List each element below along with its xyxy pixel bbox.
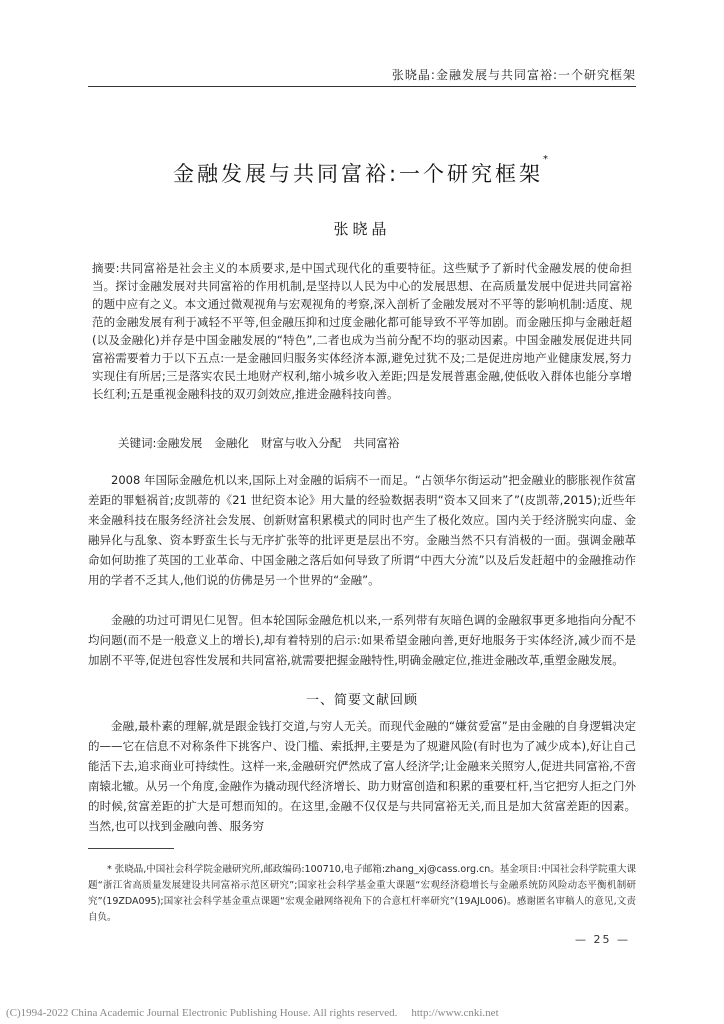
footnote: * 张晓晶,中国社会科学院金融研究所,邮政编码:100710,电子邮箱:zhang_xj@cass.org.cn。基金项目:中国社会科学院重大课题“浙江省高质量发展建设共同富裕示范区研究”;国家社会科学基金重大课题“宏观经济稳增长与金融系统防风险动态平衡机制研究”(19ZDA095);国家社会科学基金重点课题“宏观金融网络视角下的合意杠杆率研究”(19AJL006)。感谢匿名审稿人的意见,文责自负。 xyxy=(88,864,636,923)
footnote-rule xyxy=(88,848,174,849)
page-number: — 25 — xyxy=(575,933,630,946)
abstract-text: 共同富裕是社会主义的本质要求,是中国式现代化的重要特征。这些赋予了新时代金融发展的使命担当。探讨金融发展对共同富裕的作用机制,是坚持以人民为中心的发展思想、在高质量发展中促进共同富裕的题中应有之义。本文通过微观视角与宏观视角的考察,深入剖析了金融发展对不平等的影响机制:适度、规范的金融发展有利于减轻不平等,但金融压抑和过度金融化都可能导致不平等加剧。而金融压抑与金融赶超(以及金融化)并存是中国金融发展的“特色”,二者也成为当前分配不均的驱动因素。中国金融发展促进共同富裕需要着力于以下五点:一是金融回归服务实体经济本源,避免过犹不及;二是促进房地产业健康发展,努力实现住有所居;三是落实农民土地财产权利,缩小城乡收入差距;四是发展普惠金融,使低收入群体也能分享增长红利;五是重视金融科技的双刃剑效应,推进金融科技向善。 xyxy=(92,261,632,401)
abstract-label: 摘要: xyxy=(92,261,120,275)
article-title xyxy=(0,154,724,188)
cnki-link[interactable]: http://www.cnki.net xyxy=(411,1007,499,1019)
keywords-label: 关键词: xyxy=(118,436,157,450)
keyword-item: 金融化 xyxy=(214,436,249,450)
keyword-item: 财富与收入分配 xyxy=(260,436,342,450)
body-paragraph-3: 金融,最朴素的理解,就是跟金钱打交道,与穷人无关。而现代金融的“嫌贫爱富”是由金融的自身逻辑决定的——它在信息不对称条件下挑客户、设门槛、索抵押,主要是为了规避风险(有时也为了减少成本),好让自己能活下去,追求商业可持续性。这样一来,金融研究俨然成了富人经济学;让金融来关照穷人,促进共同富裕,不啻南辕北辙。从另一个角度,金融作为撬动现代经济增长、助力财富创造和积累的重要杠杆,当它把穷人拒之门外的时候,贫富差距的扩大是可想而知的。在这里,金融不仅仅是与共同富裕无关,而且是加大贫富差距的因素。当然,也可以找到金融向善、服务穷 xyxy=(88,719,636,833)
body-paragraph-2: 金融的功过可谓见仁见智。但本轮国际金融危机以来,一系列带有灰暗色调的金融叙事更多地指向分配不均问题(而不是一般意义上的增长),却有着特别的启示:如果希望金融向善,更好地服务于实体经济,减少而不是加剧不平等,促进包容性发展和共同富裕,就需要把握金融特性,明确金融定位,推进金融改革,重塑金融发展。 xyxy=(88,613,636,667)
running-head: 张晓晶:金融发展与共同富裕:一个研究框架 xyxy=(391,68,636,82)
section-heading: 一、简要文献回顾 xyxy=(305,693,418,708)
abstract xyxy=(92,259,632,403)
title-footnote-mark: * xyxy=(543,154,552,165)
author-name: 张晓晶 xyxy=(333,220,391,238)
keywords xyxy=(118,434,632,452)
header-rule xyxy=(88,86,636,87)
body-paragraph-1: 2008 年国际金融危机以来,国际上对金融的诟病不一而足。“占领华尔街运动”把金融业的膨胀视作贫富差距的罪魁祸首;皮凯蒂的《21 世纪资本论》用大量的经验数据表明“资本又回来了”(皮凯蒂,2015);近些年来金融科技在服务经济社会发展、创新财富积累模式的同时也产生了极化效应。国内关于经济脱实向虚、金融异化与乱象、资本野蛮生长与无序扩张等的批评更是层出不穷。金融当然不只有消极的一面。强调金融革命如何助推了英国的工业革命、中国金融之落后如何导致了所谓“中西大分流”以及后发赶超中的金融推动作用的学者不乏其人,他们说的仿佛是另一个世界的“金融”。 xyxy=(88,473,636,587)
keyword-item: 共同富裕 xyxy=(353,436,400,450)
copyright-line xyxy=(6,1007,718,1019)
copyright-text: (C)1994-2022 China Academic Journal Electronic Publishing House. All rights reserved. xyxy=(6,1007,398,1019)
keyword-item: 金融发展 xyxy=(156,436,203,450)
article-title-text: 金融发展与共同富裕:一个研究框架 xyxy=(172,162,544,186)
